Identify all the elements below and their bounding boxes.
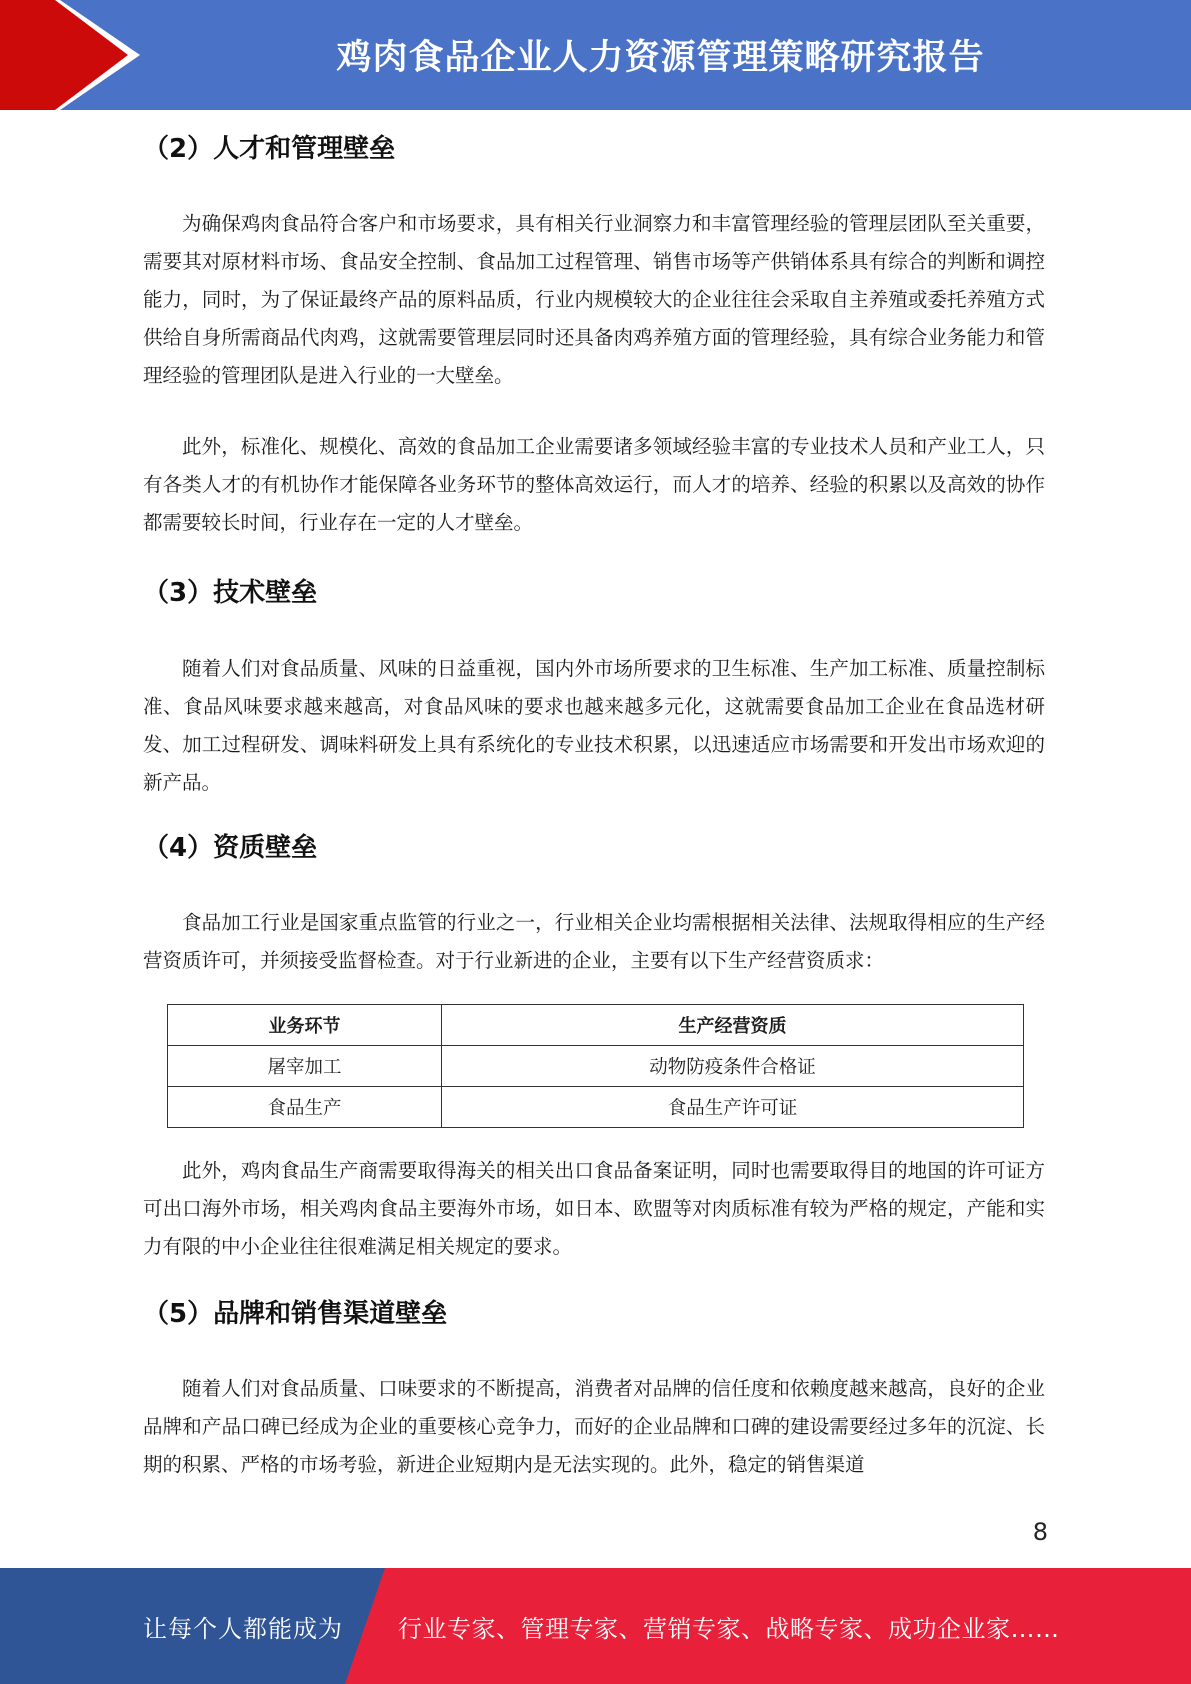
- header-chevron-decoration: [0, 0, 160, 110]
- paragraph-talent-2: 此外，标准化、规模化、高效的食品加工企业需要诸多领域经验丰富的专业技术人员和产业工人，只有各类人才的有机协作才能保障各业务环节的整体高效运行，而人才的培养、经验的积累以及高效的协作都需要较长时间，行业存在一定的人才壁垒。: [143, 435, 1045, 534]
- section-heading-brand: （5）品牌和销售渠道壁垒: [143, 1299, 448, 1329]
- page-content: [143, 116, 1045, 1484]
- table-row: [168, 1046, 1024, 1087]
- section-heading-qualification: （4）资质壁垒: [143, 833, 318, 863]
- table-cell: 食品生产许可证: [442, 1087, 1024, 1128]
- paragraph-qualification-1: 食品加工行业是国家重点监管的行业之一，行业相关企业均需根据相关法律、法规取得相应的生产经营资质许可，并须接受监督检查。对于行业新进的企业，主要有以下生产经营资质求：: [143, 911, 1045, 972]
- qualification-table: [167, 1004, 1024, 1128]
- report-title: 鸡肉食品企业人力资源管理策略研究报告: [336, 38, 985, 78]
- table-cell: 食品生产: [168, 1087, 442, 1128]
- paragraph-talent-1: 为确保鸡肉食品符合客户和市场要求，具有相关行业洞察力和丰富管理经验的管理层团队至关重要，需要其对原材料市场、食品安全控制、食品加工过程管理、销售市场等产供销体系具有综合的判断和调控能力，同时，为了保证最终产品的原料品质，行业内规模较大的企业往往会采取自主养殖或委托养殖方式供给自身所需商品代肉鸡，这就需要管理层同时还具备肉鸡养殖方面的管理经验，具有综合业务能力和管理经验的管理团队是进入行业的一大壁垒。: [143, 212, 1045, 387]
- footer-slogan-left: 让每个人都能成为: [143, 1614, 343, 1643]
- qualification-table-wrapper: [167, 1004, 1024, 1128]
- table-cell: 动物防疫条件合格证: [442, 1046, 1024, 1087]
- paragraph-tech: 随着人们对食品质量、风味的日益重视，国内外市场所要求的卫生标准、生产加工标准、质量控制标准、食品风味要求越来越高，对食品风味的要求也越来越多元化，这就需要食品加工企业在食品选材研发、加工过程研发、调味料研发上具有系统化的专业技术积累，以迅速适应市场需要和开发出市场欢迎的新产品。: [143, 657, 1045, 794]
- footer-slogan-right: 行业专家、管理专家、营销专家、战略专家、成功企业家……: [398, 1614, 1060, 1643]
- paragraph-brand: 随着人们对食品质量、口味要求的不断提高，消费者对品牌的信任度和依赖度越来越高，良好的企业品牌和产品口碑已经成为企业的重要核心竞争力，而好的企业品牌和口碑的建设需要经过多年的沉淀、长期的积累、严格的市场考验，新进企业短期内是无法实现的。此外，稳定的销售渠道: [143, 1377, 1045, 1476]
- section-heading-tech: （3）技术壁垒: [143, 578, 318, 608]
- table-header-row: [168, 1005, 1024, 1046]
- table-row: [168, 1087, 1024, 1128]
- table-header-cell: 生产经营资质: [442, 1005, 1024, 1046]
- section-heading-talent: （2）人才和管理壁垒: [143, 134, 396, 164]
- page-number: 8: [1032, 1518, 1048, 1546]
- page-header: [0, 0, 1191, 110]
- paragraph-qualification-2: 此外，鸡肉食品生产商需要取得海关的相关出口食品备案证明，同时也需要取得目的地国的许可证方可出口海外市场，相关鸡肉食品主要海外市场，如日本、欧盟等对肉质标准有较为严格的规定，产能和实力有限的中小企业往往很难满足相关规定的要求。: [143, 1159, 1045, 1258]
- page-footer: [0, 1568, 1191, 1684]
- table-header-cell: 业务环节: [168, 1005, 442, 1046]
- table-cell: 屠宰加工: [168, 1046, 442, 1087]
